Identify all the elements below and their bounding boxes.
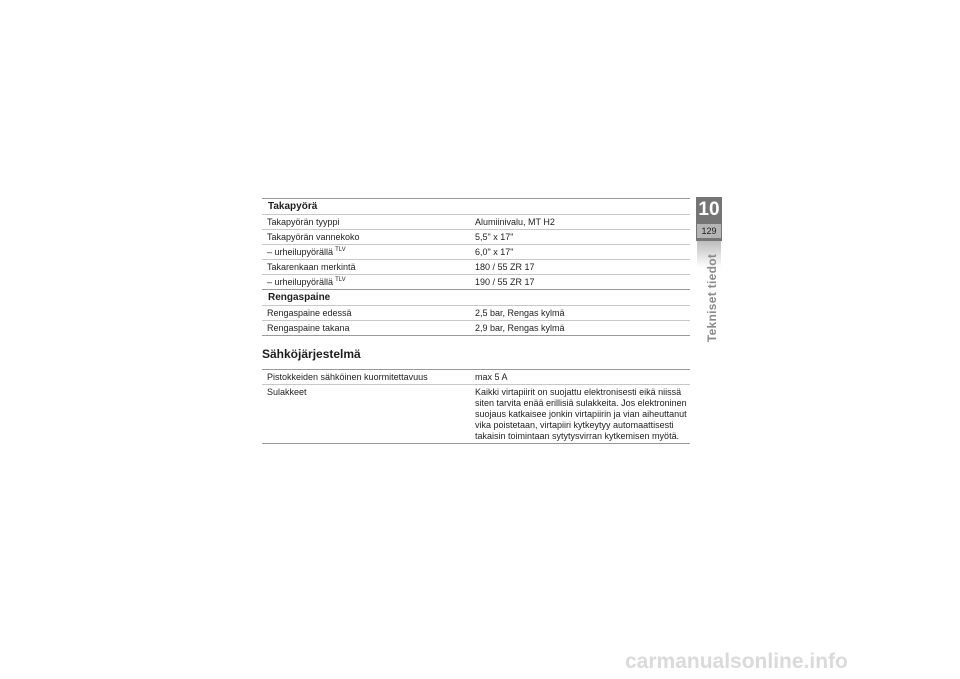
table-row — [262, 244, 690, 259]
row-value: max 5 A — [475, 372, 508, 382]
table-row — [262, 259, 690, 274]
row-value: 6,0" x 17" — [475, 247, 514, 257]
table-row — [262, 305, 690, 320]
row-label: Takarenkaan merkintä — [267, 262, 356, 272]
row-label: Takapyörän tyyppi — [267, 217, 340, 227]
table-row — [262, 274, 690, 289]
chapter-title-vertical: Tekniset tiedot — [705, 253, 719, 343]
row-value: Alumiinivalu, MT H2 — [475, 217, 555, 227]
chapter-marker — [696, 197, 722, 241]
table-row — [262, 320, 690, 336]
row-label-text: urheilupyörällä — [274, 277, 334, 287]
section-heading-rear-wheel: Takapyörä — [262, 198, 690, 214]
row-label: Takapyörän vannekoko — [267, 232, 360, 242]
option-superscript: TLV — [335, 277, 346, 283]
row-label: Pistokkeiden sähköinen kuormitettavuus — [267, 372, 428, 382]
table-row — [262, 384, 690, 444]
side-tab — [697, 241, 721, 361]
table-row — [262, 229, 690, 244]
row-label-sub — [262, 275, 472, 289]
row-label-text: urheilupyörällä — [274, 247, 334, 257]
row-value: 190 / 55 ZR 17 — [475, 277, 535, 287]
row-label: Rengaspaine edessä — [267, 308, 352, 318]
row-label: Rengaspaine takana — [267, 323, 350, 333]
row-value: 2,9 bar, Rengas kylmä — [475, 323, 565, 333]
watermark-text: carmanualsonline.info — [625, 650, 848, 673]
table-row — [262, 369, 690, 384]
section-heading-tyre-pressure: Rengaspaine — [262, 289, 690, 305]
row-value: 180 / 55 ZR 17 — [475, 262, 535, 272]
spec-tables — [262, 198, 690, 444]
table-row — [262, 214, 690, 229]
row-value: 5,5" x 17" — [475, 232, 514, 242]
page-number: 129 — [697, 224, 721, 238]
row-value: Kaikki virtapiirit on suojattu elektronisesti eikä niissä siten tarvita enää erillisiä sulakkeita. Jos elektroninen suojaus katkaisee jonkin virtapiirin ja vian aiheuttanut vika poistetaan, virtapiiri kytkeytyy automaattisesti takaisin toimintaan sytytysvirran kytkemisen myötä. — [475, 387, 687, 441]
row-label-sub — [262, 245, 472, 259]
row-value: 2,5 bar, Rengas kylmä — [475, 308, 565, 318]
option-superscript: TLV — [335, 247, 346, 253]
row-label: Sulakkeet — [267, 387, 307, 397]
section-title-electrical: Sähköjärjestelmä — [262, 347, 361, 361]
chapter-number: 10 — [698, 199, 720, 220]
